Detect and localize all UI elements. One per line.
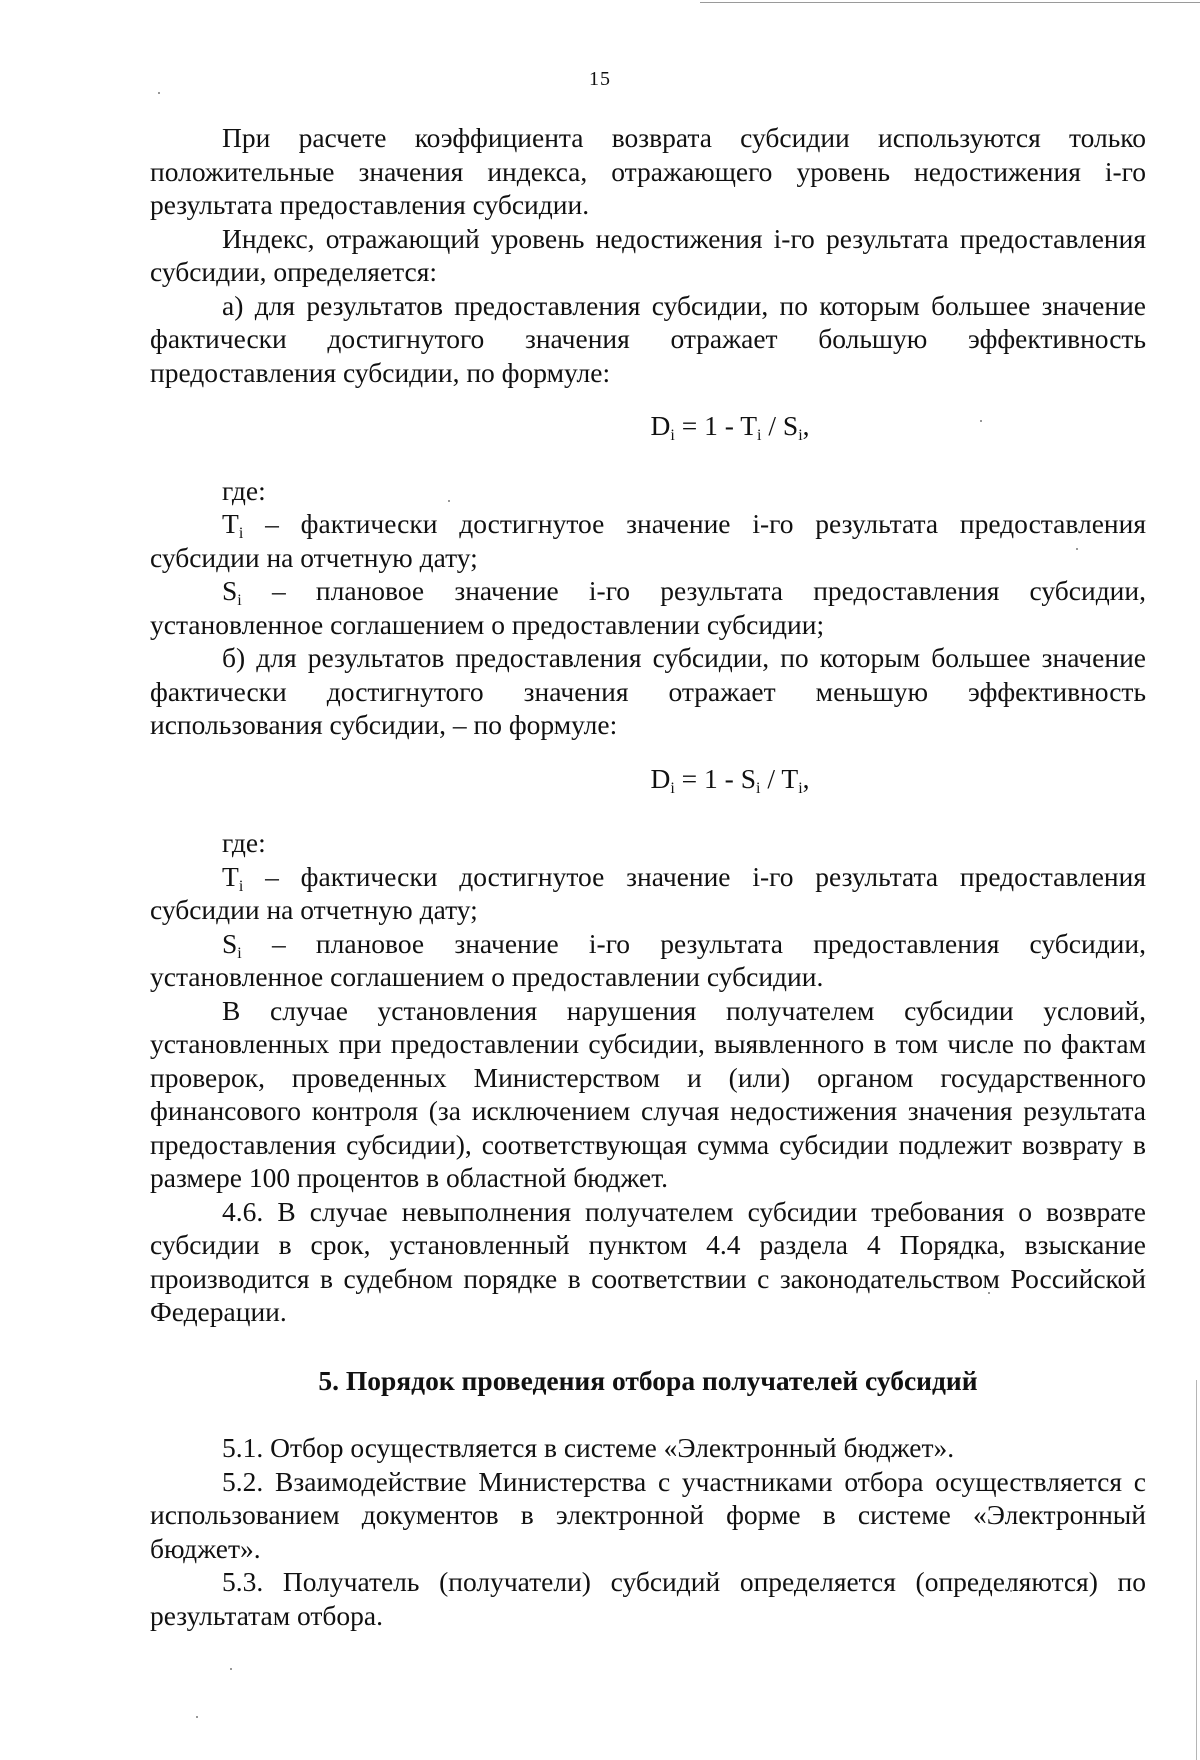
- formula-symbol: T: [781, 762, 799, 794]
- scan-speck: [158, 92, 160, 94]
- formula-subscript: i: [756, 779, 761, 797]
- section-heading: 5. Порядок проведения отбора получателей субсидий: [318, 1365, 978, 1396]
- paragraph: В случае установления нарушения получателем субсидии условий, установленных при предоставлении субсидии, выявленного в том числе по фактам проверок, проведенных Министерством и (или) органом государственного финансового контроля (за исключением случая недостижения значения результата предоставления субсидии), соответствующая сумма субсидии подлежит возврату в размере 100 процентов в областной бюджет.: [150, 994, 1146, 1193]
- formula-symbol: D: [650, 410, 671, 441]
- paragraph: Индекс, отражающий уровень недостижения i-го результата предоставления субсидии, определяется:: [150, 222, 1146, 287]
- section-5-text: [150, 1431, 1146, 1632]
- definition-text: – плановое значение i-го результата предоставления субсидии, установленное соглашением о предоставлении субсидии.: [150, 927, 1146, 992]
- formula-1: [232, 409, 1200, 443]
- definition-S: [150, 927, 1146, 994]
- formula-symbol: S: [782, 410, 799, 441]
- scan-border-right: [1196, 1380, 1197, 1760]
- paragraph: а) для результатов предоставления субсидии, по которым большее значение фактически достигнутого значения отражает большую эффективность предоставления субсидии, по формуле:: [150, 289, 1146, 388]
- where-label: где:: [222, 827, 266, 858]
- formula-operator: /: [761, 410, 783, 441]
- paragraph: 5.1. Отбор осуществляется в системе «Электронный бюджет».: [222, 1432, 955, 1463]
- formula-punct: ,: [802, 410, 810, 441]
- subscript: i: [238, 525, 244, 542]
- definition-T: [150, 507, 1146, 574]
- scan-speck: [230, 1668, 232, 1670]
- symbol: T: [222, 860, 239, 892]
- definition-text: – плановое значение i-го результата предоставления субсидии, установленное соглашением о предоставлении субсидии;: [150, 575, 1146, 640]
- formula-symbol: T: [740, 410, 758, 441]
- paragraph: При расчете коэффициента возврата субсидии используются только положительные значения индекса, отражающего уровень недостижения i-го результата предоставления субсидии.: [150, 122, 1146, 220]
- formula-2: [232, 762, 1200, 796]
- paragraph: 5.2. Взаимодействие Министерства с участниками отбора осуществляется с использованием документов в электронной форме в системе «Электронный бюджет».: [150, 1465, 1146, 1564]
- paragraph: б) для результатов предоставления субсидии, по которым большее значение фактически достигнутого значения отражает меньшую эффективность использования субсидии, – по формуле:: [150, 642, 1146, 740]
- subscript: i: [238, 877, 244, 895]
- formula-subscript: i: [670, 779, 675, 797]
- definition-S: [150, 574, 1146, 641]
- formula-symbol: S: [740, 762, 757, 794]
- formula-operator: = 1 -: [674, 762, 741, 794]
- formula-punct: ,: [802, 762, 810, 794]
- formula-symbol: D: [650, 762, 671, 794]
- formula-subscript: i: [757, 427, 762, 444]
- subscript: i: [237, 944, 242, 962]
- scan-border-top: [700, 2, 1200, 3]
- subscript: i: [237, 592, 242, 609]
- formula-subscript: i: [798, 779, 803, 797]
- symbol: S: [222, 575, 238, 606]
- where-label: где:: [222, 474, 266, 506]
- definition-T: [150, 860, 1146, 927]
- scan-speck: [196, 1716, 198, 1718]
- formula-subscript: i: [670, 427, 675, 444]
- symbol: S: [222, 927, 238, 959]
- paragraph: 5.3. Получатель (получатели) субсидий определяется (определяются) по результатам отбора.: [150, 1566, 1146, 1631]
- body-text: [150, 121, 1146, 1329]
- paragraph: 4.6. В случае невыполнения получателем субсидии требования о возврате субсидии в срок, установленный пунктом 4.4 раздела 4 Порядка, взыскание производится в судебном порядке в соответствии с законодательством Российской Федерации.: [150, 1195, 1146, 1327]
- definition-text: – фактически достигнутое значение i-го результата предоставления субсидии на отчетную дату;: [150, 508, 1146, 573]
- formula-subscript: i: [798, 427, 803, 444]
- formula-operator: = 1 -: [674, 410, 741, 441]
- formula-operator: /: [760, 762, 782, 794]
- definition-text: – фактически достигнутое значение i-го результата предоставления субсидии на отчетную дату;: [150, 860, 1146, 925]
- symbol: T: [222, 508, 239, 539]
- page-number: 15: [589, 68, 611, 90]
